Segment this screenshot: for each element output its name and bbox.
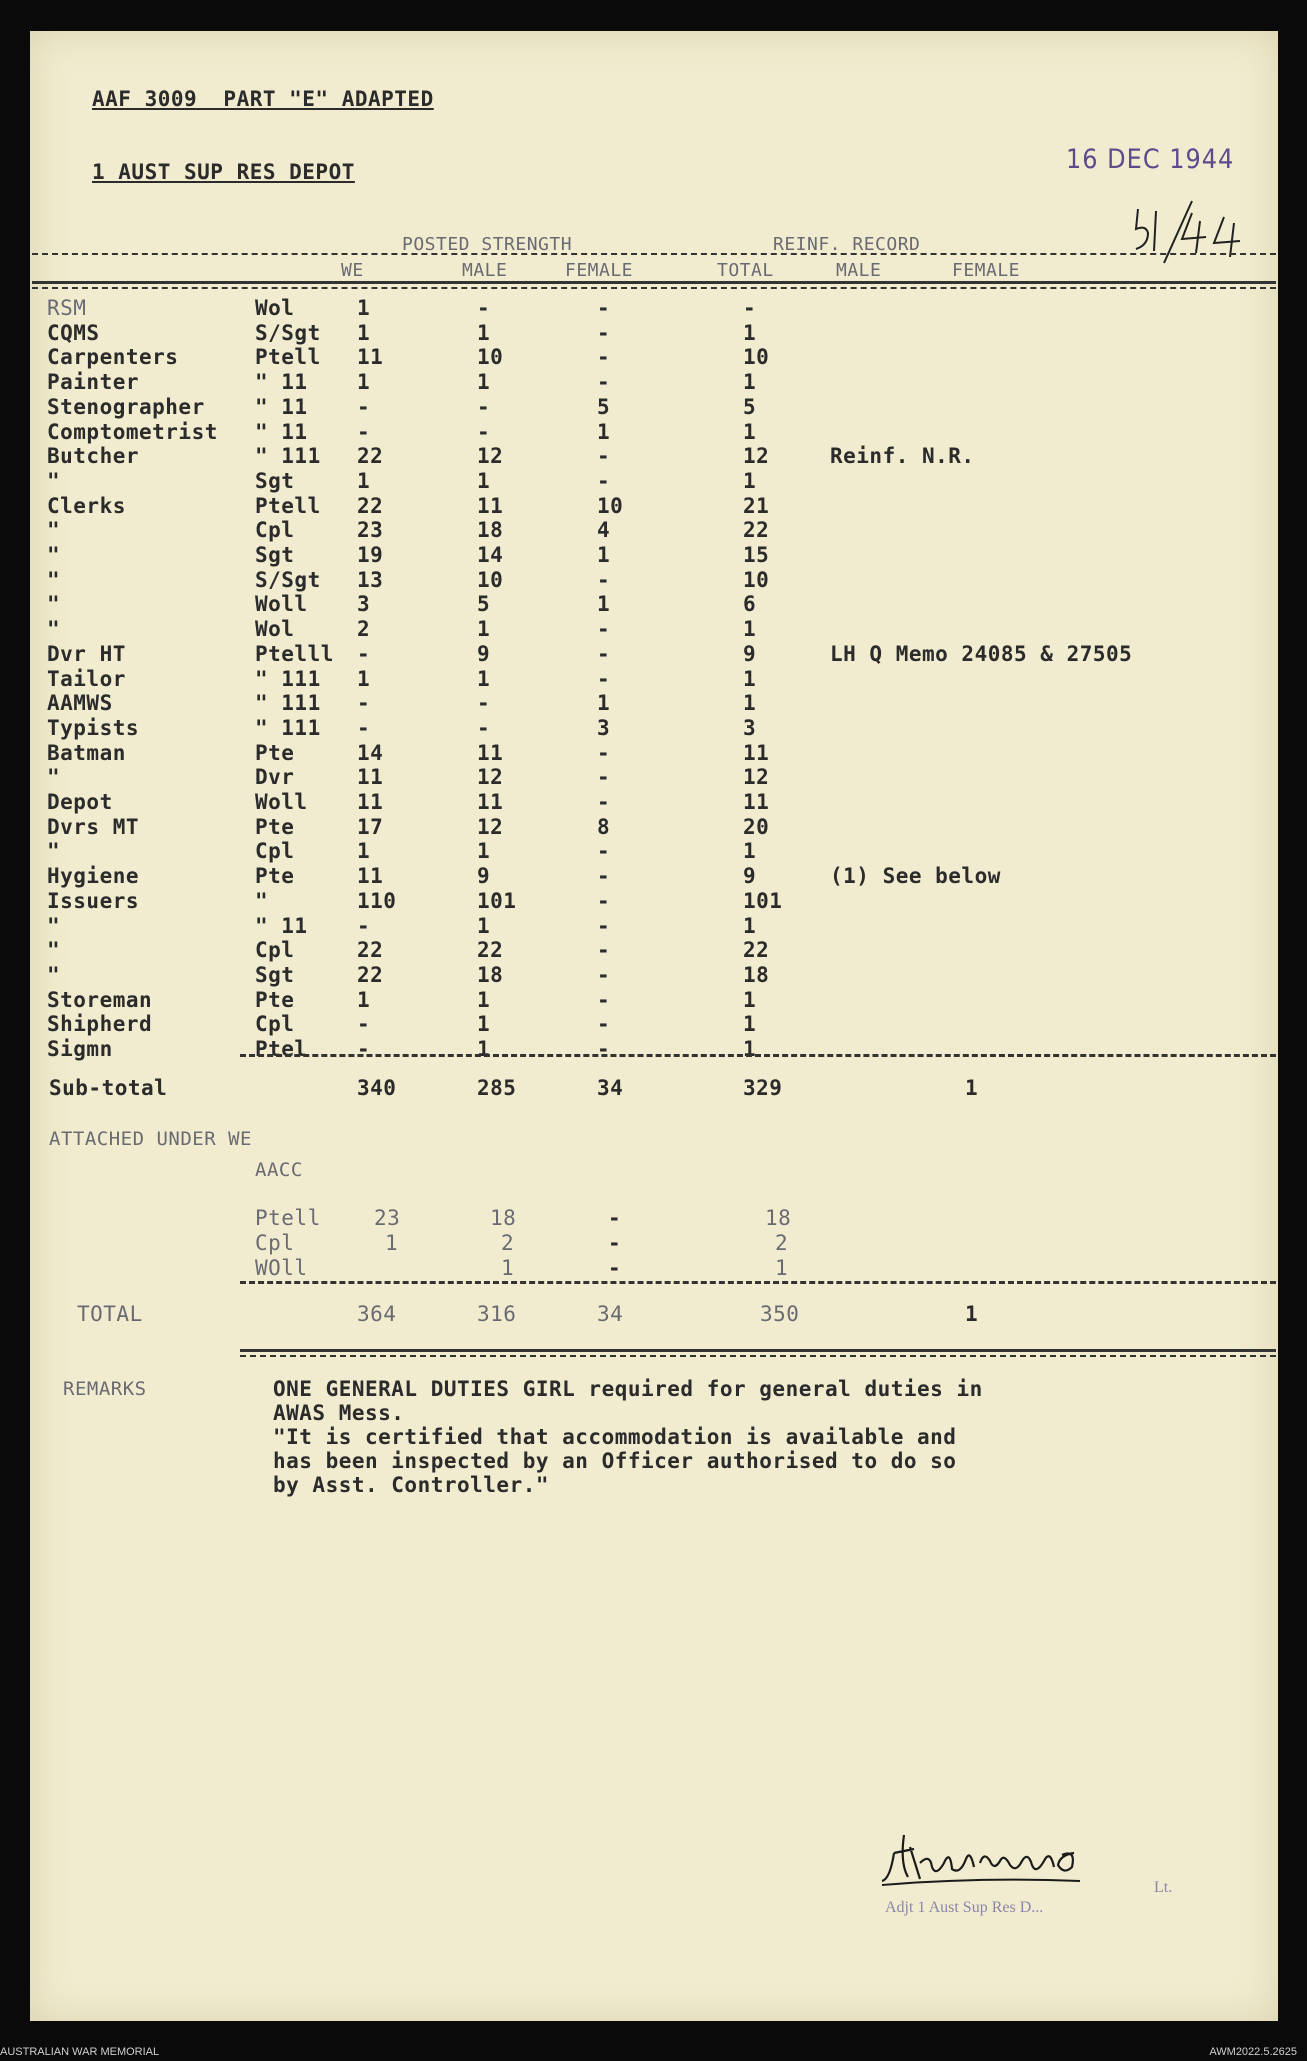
row-total: 6 — [743, 592, 757, 617]
row-trade: Comptometrist — [47, 419, 218, 444]
col-female: FEMALE — [565, 260, 634, 281]
attached-male-3: 1 — [501, 1256, 515, 1280]
row-we: 23 — [357, 518, 384, 543]
table-row — [30, 888, 1270, 915]
row-total: 1 — [743, 691, 757, 716]
row-male: 11 — [477, 493, 504, 518]
row-we: 22 — [357, 962, 384, 987]
row-we: 1 — [357, 468, 371, 493]
total-bottom-rule — [240, 1349, 1276, 1352]
row-trade: Butcher — [47, 444, 140, 469]
row-we: 1 — [357, 296, 371, 320]
table-top-rule — [32, 253, 1276, 255]
row-trade: " — [47, 839, 61, 864]
row-total: 1 — [743, 1037, 757, 1061]
row-male: 9 — [477, 641, 491, 666]
row-total: 1 — [743, 666, 757, 691]
row-trade: Typists — [47, 715, 140, 740]
row-male: 9 — [477, 864, 491, 889]
row-we: 2 — [357, 617, 371, 642]
table-row — [30, 641, 1270, 668]
row-we: 22 — [357, 493, 384, 518]
row-rank: Cpl — [255, 839, 295, 864]
subtotal-total: 329 — [743, 1076, 783, 1100]
row-trade: Shipherd — [47, 1012, 153, 1037]
row-trade: AAMWS — [47, 691, 113, 716]
row-female: - — [597, 864, 611, 889]
row-total: 20 — [743, 814, 770, 839]
table-row — [30, 372, 1270, 396]
row-rank: S/Sgt — [255, 567, 321, 592]
row-we: 17 — [357, 814, 384, 839]
table-row — [30, 715, 1270, 742]
row-male: 1 — [477, 370, 491, 395]
row-female: - — [597, 370, 611, 395]
row-total: 18 — [743, 962, 770, 987]
row-female: - — [597, 345, 611, 370]
row-total: 10 — [743, 567, 770, 592]
row-total: 10 — [743, 345, 770, 370]
table-row — [30, 913, 1270, 940]
row-rank: Sgt — [255, 962, 295, 987]
row-total: 1 — [743, 987, 757, 1012]
row-male: 5 — [477, 592, 491, 617]
row-trade: " — [47, 543, 61, 567]
col-male: MALE — [462, 260, 508, 281]
row-rank: Cpl — [255, 1012, 295, 1037]
attached-total-3: 1 — [775, 1256, 789, 1280]
row-female: - — [597, 987, 611, 1012]
row-trade: " — [47, 962, 61, 987]
row-total: 1 — [743, 419, 757, 444]
table-row — [30, 740, 1270, 767]
row-total: 1 — [743, 913, 757, 938]
attached-male-2: 2 — [501, 1231, 515, 1255]
row-we: 11 — [357, 765, 384, 790]
row-we: 11 — [357, 790, 384, 814]
row-male: - — [477, 715, 491, 740]
row-female: - — [597, 740, 611, 765]
row-female: 5 — [597, 394, 611, 419]
row-rank: " 11 — [255, 913, 308, 938]
row-rank: " — [255, 888, 269, 913]
row-female: - — [597, 468, 611, 493]
row-female: 3 — [597, 715, 611, 740]
row-male: 1 — [477, 1037, 491, 1061]
table-row — [30, 298, 1270, 322]
total-label: TOTAL — [77, 1302, 143, 1326]
row-trade: " — [47, 518, 61, 543]
row-we: - — [357, 691, 371, 716]
row-rank: Dvr — [255, 765, 295, 790]
table-row — [30, 394, 1270, 421]
attached-we-2: 1 — [385, 1231, 399, 1255]
row-rank: S/Sgt — [255, 320, 321, 345]
file-reference-handwriting — [1130, 199, 1250, 269]
attached-male-1: 18 — [490, 1206, 517, 1230]
row-rank: Pte — [255, 740, 295, 765]
row-total: 1 — [743, 370, 757, 395]
row-we: 1 — [357, 839, 371, 864]
row-total: 9 — [743, 641, 757, 666]
total-total: 350 — [760, 1302, 800, 1326]
row-we: 19 — [357, 543, 384, 567]
row-female: - — [597, 567, 611, 592]
table-row — [30, 520, 1270, 544]
row-female: - — [597, 938, 611, 963]
row-trade: " — [47, 592, 61, 617]
table-row — [30, 493, 1270, 520]
row-trade: " — [47, 468, 61, 493]
row-rank: Ptelll — [255, 641, 334, 666]
row-note: Reinf. N.R. — [830, 444, 975, 469]
row-total: 12 — [743, 765, 770, 790]
remarks-line-4: has been inspected by an Officer authorised to do so — [273, 1449, 957, 1473]
attached-rank-3: WOll — [255, 1256, 308, 1280]
remarks-line-3: "It is certified that accommodation is available and — [273, 1425, 957, 1449]
row-we: 3 — [357, 592, 371, 617]
row-male: 18 — [477, 518, 504, 543]
row-trade: CQMS — [47, 320, 100, 345]
row-total: 1 — [743, 320, 757, 345]
row-total: 12 — [743, 444, 770, 469]
row-rank: Cpl — [255, 518, 295, 543]
row-female: 1 — [597, 419, 611, 444]
table-row — [30, 419, 1270, 446]
row-female: - — [597, 296, 611, 320]
row-rank: " 11 — [255, 394, 308, 419]
row-rank: Woll — [255, 790, 308, 814]
table-row — [30, 545, 1270, 569]
row-female: - — [597, 641, 611, 666]
remarks-line-5: by Asst. Controller." — [273, 1473, 550, 1497]
signature-caption: Adjt 1 Aust Sup Res D... — [885, 1899, 1044, 1916]
signature-rank: Lt. — [1154, 1879, 1173, 1896]
row-trade: RSM — [47, 296, 87, 320]
row-we: 1 — [357, 666, 371, 691]
row-trade: Stenographer — [47, 394, 205, 419]
row-trade: " — [47, 567, 61, 592]
row-female: - — [597, 320, 611, 345]
row-rank: " 111 — [255, 666, 321, 691]
row-we: 1 — [357, 370, 371, 395]
unit-title: 1 AUST SUP RES DEPOT — [92, 160, 355, 184]
row-male: 1 — [477, 987, 491, 1012]
row-trade: Sigmn — [47, 1037, 113, 1061]
row-trade: Dvrs MT — [47, 814, 140, 839]
row-rank: Sgt — [255, 468, 295, 493]
row-trade: Issuers — [47, 888, 140, 913]
table-row — [30, 962, 1270, 989]
row-male: 22 — [477, 938, 504, 963]
header-bottom-rule — [32, 281, 1276, 284]
table-row — [30, 619, 1270, 643]
row-we: 22 — [357, 938, 384, 963]
total-we: 364 — [357, 1302, 397, 1326]
row-total: 11 — [743, 740, 770, 765]
attached-total-2: 2 — [775, 1231, 789, 1255]
table-row — [30, 666, 1270, 693]
row-female: - — [597, 1012, 611, 1037]
row-trade: " — [47, 913, 61, 938]
row-male: - — [477, 296, 491, 320]
row-male: 1 — [477, 666, 491, 691]
table-row — [30, 320, 1270, 347]
attached-label: ATTACHED UNDER WE — [49, 1128, 252, 1150]
row-total: 9 — [743, 864, 757, 889]
row-trade: Hygiene — [47, 864, 140, 889]
row-rank: " 11 — [255, 370, 308, 395]
table-row — [30, 1039, 1270, 1063]
row-total: 3 — [743, 715, 757, 740]
row-male: 12 — [477, 814, 504, 839]
row-male: 11 — [477, 790, 504, 814]
row-female: - — [597, 666, 611, 691]
row-trade: " — [47, 765, 61, 790]
date-stamp: 16 DEC 1944 — [1066, 143, 1235, 175]
row-total: 1 — [743, 1012, 757, 1037]
row-trade: " — [47, 938, 61, 963]
row-rank: Ptell — [255, 345, 321, 370]
row-rank: " 111 — [255, 691, 321, 716]
footer-right: AWM2022.5.2625 — [1209, 2046, 1297, 2058]
row-we: - — [357, 394, 371, 419]
row-male: 18 — [477, 962, 504, 987]
row-we: 110 — [357, 888, 397, 913]
row-male: 1 — [477, 617, 491, 642]
row-we: 13 — [357, 567, 384, 592]
row-we: - — [357, 641, 371, 666]
row-female: - — [597, 1037, 611, 1061]
row-we: 1 — [357, 320, 371, 345]
row-rank: " 111 — [255, 444, 321, 469]
form-title: AAF 3009 PART "E" ADAPTED — [92, 87, 434, 111]
col-reinf-female: FEMALE — [952, 260, 1021, 281]
row-total: 1 — [743, 617, 757, 642]
attached-we-1: 23 — [374, 1206, 401, 1230]
total-male: 316 — [477, 1302, 517, 1326]
row-trade: Storeman — [47, 987, 153, 1012]
row-male: 1 — [477, 839, 491, 864]
rows-bottom-rule — [240, 1054, 1276, 1057]
table-row — [30, 347, 1270, 371]
row-trade: " — [47, 617, 61, 642]
table-row — [30, 1014, 1270, 1038]
row-male: - — [477, 394, 491, 419]
col-we: WE — [341, 260, 364, 281]
row-male: 10 — [477, 567, 504, 592]
total-female: 34 — [597, 1302, 624, 1326]
table-row — [30, 567, 1270, 594]
row-rank: Woll — [255, 592, 308, 617]
row-total: - — [743, 296, 757, 320]
row-female: - — [597, 913, 611, 938]
row-male: 10 — [477, 345, 504, 370]
row-trade: Carpenters — [47, 345, 179, 370]
row-trade: Dvr HT — [47, 641, 126, 666]
row-we: 14 — [357, 740, 384, 765]
row-we: 22 — [357, 444, 384, 469]
row-rank: " 11 — [255, 419, 308, 444]
remarks-line-1: ONE GENERAL DUTIES GIRL required for general duties in — [273, 1377, 983, 1401]
row-note: (1) See below — [830, 864, 1001, 889]
row-female: - — [597, 888, 611, 913]
table-row — [30, 940, 1270, 964]
row-male: 12 — [477, 444, 504, 469]
attached-rank-2: Cpl — [255, 1231, 295, 1255]
table-row — [30, 446, 1270, 470]
row-total: 11 — [743, 790, 770, 814]
row-rank: Ptell — [255, 493, 321, 518]
subtotal-we: 340 — [357, 1076, 397, 1100]
footer-left: AUSTRALIAN WAR MEMORIAL — [0, 2046, 160, 2058]
row-we: 11 — [357, 864, 384, 889]
row-male: 1 — [477, 468, 491, 493]
table-row — [30, 468, 1270, 495]
row-male: 12 — [477, 765, 504, 790]
row-we: - — [357, 1037, 371, 1061]
row-total: 21 — [743, 493, 770, 518]
row-total: 5 — [743, 394, 757, 419]
row-female: 1 — [597, 691, 611, 716]
row-total: 1 — [743, 468, 757, 493]
total-bottom-rule-2 — [240, 1355, 1276, 1357]
attached-total-1: 18 — [765, 1206, 792, 1230]
row-female: 8 — [597, 814, 611, 839]
row-rank: Cpl — [255, 938, 295, 963]
row-female: - — [597, 444, 611, 469]
subtotal-reinf-male: 1 — [965, 1076, 979, 1100]
table-row — [30, 866, 1270, 890]
row-rank: " 111 — [255, 715, 321, 740]
row-total: 22 — [743, 938, 770, 963]
row-we: - — [357, 1012, 371, 1037]
row-we: - — [357, 715, 371, 740]
row-rank: Wol — [255, 296, 295, 320]
document-page — [30, 31, 1278, 2021]
row-trade: Painter — [47, 370, 140, 395]
subtotal-label: Sub-total — [49, 1076, 168, 1100]
attached-corps: AACC — [255, 1159, 303, 1181]
remarks-label: REMARKS — [63, 1378, 147, 1400]
attached-female-3: - — [608, 1256, 622, 1280]
attached-female-1: - — [608, 1206, 622, 1230]
row-trade: Depot — [47, 790, 113, 814]
row-male: 1 — [477, 1012, 491, 1037]
header-bottom-rule-2 — [32, 287, 1276, 289]
table-row — [30, 693, 1270, 717]
row-trade: Batman — [47, 740, 126, 765]
row-male: 1 — [477, 320, 491, 345]
row-rank: Pte — [255, 987, 295, 1012]
attached-female-2: - — [608, 1231, 622, 1255]
table-row — [30, 814, 1270, 841]
table-row — [30, 792, 1270, 816]
row-total: 1 — [743, 839, 757, 864]
row-total: 15 — [743, 543, 770, 567]
row-female: 1 — [597, 592, 611, 617]
row-trade: Clerks — [47, 493, 126, 518]
row-male: 1 — [477, 913, 491, 938]
row-female: 4 — [597, 518, 611, 543]
table-row — [30, 841, 1270, 865]
row-female: 10 — [597, 493, 624, 518]
posted-strength-heading: POSTED STRENGTH — [402, 234, 573, 255]
table-row — [30, 767, 1270, 791]
row-rank: Ptel — [255, 1037, 308, 1061]
row-female: - — [597, 839, 611, 864]
row-female: - — [597, 790, 611, 814]
row-male: - — [477, 419, 491, 444]
reinf-record-heading: REINF. RECORD — [773, 234, 921, 255]
row-we: 1 — [357, 987, 371, 1012]
row-female: - — [597, 765, 611, 790]
total-reinf-male: 1 — [965, 1302, 979, 1326]
remarks-line-2: AWAS Mess. — [273, 1401, 405, 1425]
row-rank: Pte — [255, 814, 295, 839]
col-reinf-male: MALE — [836, 260, 882, 281]
attached-rank-1: Ptell — [255, 1206, 321, 1230]
row-total: 101 — [743, 888, 783, 913]
row-rank: Pte — [255, 864, 295, 889]
row-note: LH Q Memo 24085 & 27505 — [830, 641, 1133, 666]
row-male: 11 — [477, 740, 504, 765]
row-female: 1 — [597, 543, 611, 567]
row-we: - — [357, 419, 371, 444]
row-total: 22 — [743, 518, 770, 543]
row-male: - — [477, 691, 491, 716]
table-row — [30, 594, 1270, 618]
col-total: TOTAL — [717, 260, 774, 281]
row-we: 11 — [357, 345, 384, 370]
row-we: - — [357, 913, 371, 938]
table-row — [30, 987, 1270, 1014]
remarks-body — [273, 1379, 983, 1496]
row-rank: Sgt — [255, 543, 295, 567]
row-rank: Wol — [255, 617, 295, 642]
row-male: 101 — [477, 888, 517, 913]
subtotal-female: 34 — [597, 1076, 624, 1100]
row-male: 14 — [477, 543, 504, 567]
subtotal-male: 285 — [477, 1076, 517, 1100]
row-female: - — [597, 617, 611, 642]
row-female: - — [597, 962, 611, 987]
attached-bottom-rule — [240, 1281, 1276, 1284]
row-trade: Tailor — [47, 666, 126, 691]
